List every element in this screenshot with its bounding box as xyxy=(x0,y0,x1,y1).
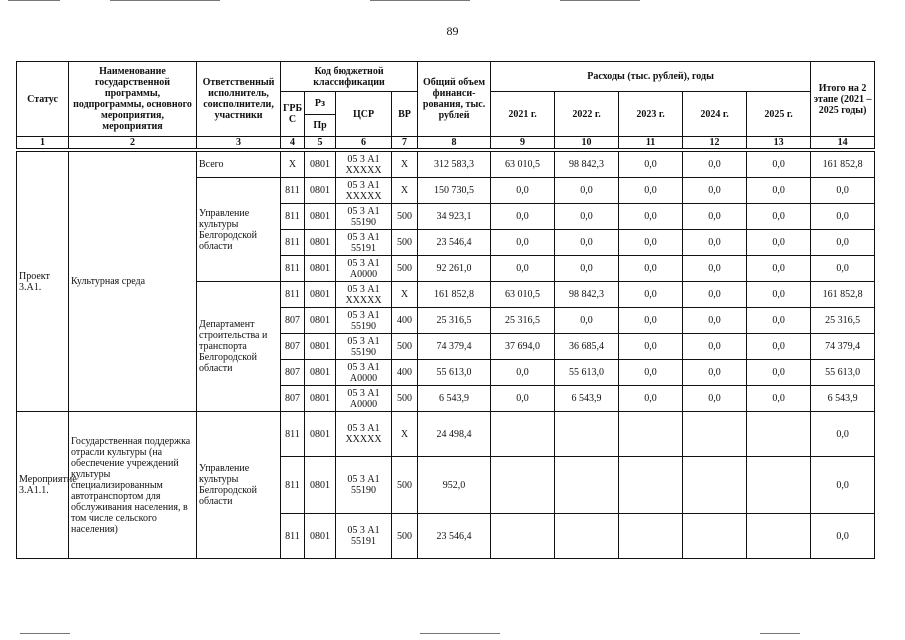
col-number: 1 xyxy=(17,137,69,149)
table-cell: 0801 xyxy=(305,204,336,230)
table-cell xyxy=(619,457,683,514)
scan-edge-line xyxy=(8,0,60,1)
table-cell: 0801 xyxy=(305,514,336,559)
table-cell: 0,0 xyxy=(747,282,811,308)
table-cell: 0,0 xyxy=(747,230,811,256)
table-cell: Х xyxy=(392,412,418,457)
table-cell: 0,0 xyxy=(683,360,747,386)
table-cell: 6 543,9 xyxy=(555,386,619,412)
col-number: 9 xyxy=(491,137,555,149)
table-cell: 0,0 xyxy=(619,386,683,412)
table-cell: 500 xyxy=(392,204,418,230)
scan-edge-line xyxy=(760,633,800,634)
header-2021: 2021 г. xyxy=(491,92,555,137)
table-cell: 400 xyxy=(392,360,418,386)
table-cell: 0,0 xyxy=(683,334,747,360)
table-cell: 0,0 xyxy=(683,152,747,178)
header-total: Общий объем финанси-рования, тыс. рублей xyxy=(418,62,491,137)
name-cell: Культурная среда xyxy=(69,152,197,412)
table-cell: 0801 xyxy=(305,178,336,204)
table-cell: 55 613,0 xyxy=(555,360,619,386)
table-cell: 05 3 А1 А0000 xyxy=(336,256,392,282)
scan-edge-line xyxy=(370,0,470,1)
table-cell xyxy=(491,412,555,457)
table-cell: 807 xyxy=(281,308,305,334)
table-cell: Х xyxy=(392,282,418,308)
table-cell: 312 583,3 xyxy=(418,152,491,178)
table-cell xyxy=(747,412,811,457)
table-cell: 0801 xyxy=(305,334,336,360)
table-cell: 500 xyxy=(392,230,418,256)
col-number: 7 xyxy=(392,137,418,149)
col-number: 8 xyxy=(418,137,491,149)
table-cell: 63 010,5 xyxy=(491,152,555,178)
table-cell: 0,0 xyxy=(811,514,875,559)
table-cell xyxy=(555,514,619,559)
table-cell: 05 3 А1 55190 xyxy=(336,457,392,514)
table-cell: 25 316,5 xyxy=(811,308,875,334)
table-cell: 0,0 xyxy=(683,204,747,230)
table-cell xyxy=(619,412,683,457)
page-number: 89 xyxy=(446,24,459,38)
table-cell: 0,0 xyxy=(619,256,683,282)
responsible-cell: Департамент строительства и транспорта Белгородской области xyxy=(197,282,281,412)
table-cell: 74 379,4 xyxy=(811,334,875,360)
header-expenses: Расходы (тыс. рублей), годы xyxy=(491,62,811,92)
table-cell: 500 xyxy=(392,514,418,559)
status-cell: Проект 3.А1. xyxy=(17,152,69,412)
table-cell: 0,0 xyxy=(619,282,683,308)
table-cell: 500 xyxy=(392,256,418,282)
table-cell xyxy=(491,514,555,559)
header-status: Статус xyxy=(17,62,69,137)
col-number: 14 xyxy=(811,137,875,149)
col-number: 13 xyxy=(747,137,811,149)
table-cell: 0801 xyxy=(305,386,336,412)
col-number: 5 xyxy=(305,137,336,149)
table-cell: 0,0 xyxy=(619,230,683,256)
table-cell: 0,0 xyxy=(747,178,811,204)
table-cell: 811 xyxy=(281,457,305,514)
table-cell: 0,0 xyxy=(619,178,683,204)
table-cell: 34 923,1 xyxy=(418,204,491,230)
table-cell: 0,0 xyxy=(683,230,747,256)
status-cell: Мероприятие 3.А1.1. xyxy=(17,412,69,559)
table-cell: 6 543,9 xyxy=(418,386,491,412)
table-cell: 0,0 xyxy=(491,386,555,412)
table-cell: 0,0 xyxy=(683,178,747,204)
col-number: 4 xyxy=(281,137,305,149)
table-cell: 807 xyxy=(281,360,305,386)
header-2025: 2025 г. xyxy=(747,92,811,137)
responsible-cell: Управление культуры Белгородской области xyxy=(197,178,281,282)
table-cell: 0,0 xyxy=(811,230,875,256)
table-cell: 0,0 xyxy=(683,386,747,412)
col-number: 12 xyxy=(683,137,747,149)
table-cell: Х xyxy=(392,178,418,204)
header-2023: 2023 г. xyxy=(619,92,683,137)
table-cell: 0,0 xyxy=(555,256,619,282)
table-cell: 0,0 xyxy=(747,360,811,386)
table-cell: 0,0 xyxy=(491,256,555,282)
table-cell: 05 3 А1 ХХХХХ xyxy=(336,152,392,178)
header-2024: 2024 г. xyxy=(683,92,747,137)
table-row xyxy=(17,412,875,457)
table-cell: 0,0 xyxy=(555,178,619,204)
table-cell: 811 xyxy=(281,230,305,256)
table-cell: 150 730,5 xyxy=(418,178,491,204)
header-2022: 2022 г. xyxy=(555,92,619,137)
header-rz: Рз xyxy=(305,92,336,115)
table-cell: 05 3 А1 55190 xyxy=(336,334,392,360)
table-cell: 05 3 А1 ХХХХХ xyxy=(336,178,392,204)
table-cell: 0801 xyxy=(305,256,336,282)
table-cell: 24 498,4 xyxy=(418,412,491,457)
responsible-cell: Управление культуры Белгородской области xyxy=(197,412,281,559)
table-row xyxy=(17,152,875,178)
table-cell: 0,0 xyxy=(747,256,811,282)
table-cell: 811 xyxy=(281,256,305,282)
table-cell: 05 3 А1 55191 xyxy=(336,514,392,559)
table-cell xyxy=(555,412,619,457)
table-cell: 05 3 А1 ХХХХХ xyxy=(336,412,392,457)
table-cell: 0,0 xyxy=(747,386,811,412)
table-cell: 0,0 xyxy=(811,204,875,230)
table-cell: 0801 xyxy=(305,152,336,178)
table-cell xyxy=(683,514,747,559)
table-cell: 25 316,5 xyxy=(418,308,491,334)
table-cell: 0801 xyxy=(305,412,336,457)
table-cell: 98 842,3 xyxy=(555,282,619,308)
table-cell: 0,0 xyxy=(683,282,747,308)
table-cell: 811 xyxy=(281,204,305,230)
table-cell: 0,0 xyxy=(491,178,555,204)
table-cell: 0,0 xyxy=(747,308,811,334)
table-cell: 0,0 xyxy=(555,230,619,256)
column-numbers-row xyxy=(17,137,875,149)
col-number: 10 xyxy=(555,137,619,149)
table-cell xyxy=(555,457,619,514)
table-cell: 0,0 xyxy=(683,256,747,282)
table-cell: 23 546,4 xyxy=(418,514,491,559)
table-cell: 05 3 А1 А0000 xyxy=(336,360,392,386)
table-cell: 0,0 xyxy=(491,360,555,386)
table-cell xyxy=(683,457,747,514)
table-cell: 0,0 xyxy=(619,204,683,230)
header-responsible: Ответственный исполнитель, соисполнители, участники xyxy=(197,62,281,137)
table-cell: 23 546,4 xyxy=(418,230,491,256)
scan-edge-line xyxy=(560,0,640,1)
table-cell: 400 xyxy=(392,308,418,334)
table-cell: 500 xyxy=(392,457,418,514)
table-cell: 161 852,8 xyxy=(811,152,875,178)
table-cell: 0801 xyxy=(305,282,336,308)
table-cell: 05 3 А1 А0000 xyxy=(336,386,392,412)
table-cell: 500 xyxy=(392,386,418,412)
responsible-cell: Всего xyxy=(197,152,281,178)
table-cell: 0,0 xyxy=(811,256,875,282)
table-cell: 0,0 xyxy=(619,360,683,386)
table-cell: 0801 xyxy=(305,360,336,386)
table-cell xyxy=(619,514,683,559)
table-cell: 811 xyxy=(281,282,305,308)
table-cell xyxy=(683,412,747,457)
table-cell: 05 3 А1 ХХХХХ xyxy=(336,282,392,308)
table-cell: 0,0 xyxy=(811,457,875,514)
header-budget-code: Код бюджетной классификации xyxy=(281,62,418,92)
table-cell: 05 3 А1 55191 xyxy=(336,230,392,256)
table-cell: 161 852,8 xyxy=(811,282,875,308)
table-cell: 0,0 xyxy=(811,178,875,204)
table-cell: 0,0 xyxy=(619,308,683,334)
table-cell: 811 xyxy=(281,178,305,204)
table-cell: 807 xyxy=(281,386,305,412)
table-cell: 6 543,9 xyxy=(811,386,875,412)
header-name: Наименование государственной программы, подпрограммы, основного мероприятия, мероприятия xyxy=(69,62,197,137)
table-cell: 0,0 xyxy=(683,308,747,334)
header-itogo: Итого на 2 этапе (2021 – 2025 годы) xyxy=(811,62,875,137)
table-cell: 161 852,8 xyxy=(418,282,491,308)
project-section xyxy=(17,152,875,412)
table-cell xyxy=(747,457,811,514)
scan-edge-line xyxy=(20,633,70,634)
table-cell: 952,0 xyxy=(418,457,491,514)
table-cell xyxy=(747,514,811,559)
table-cell: 0801 xyxy=(305,308,336,334)
table-cell: 0,0 xyxy=(555,204,619,230)
col-number: 6 xyxy=(336,137,392,149)
table-cell: 37 694,0 xyxy=(491,334,555,360)
table-cell: 36 685,4 xyxy=(555,334,619,360)
table-cell: 0,0 xyxy=(747,152,811,178)
table-cell: 05 3 А1 55190 xyxy=(336,204,392,230)
table-cell: 74 379,4 xyxy=(418,334,491,360)
header-grbs: ГРБ С xyxy=(281,92,305,137)
table-cell: 0,0 xyxy=(491,230,555,256)
table-cell: 0,0 xyxy=(747,334,811,360)
col-number: 3 xyxy=(197,137,281,149)
scan-edge-line xyxy=(110,0,220,1)
header-pr: Пр xyxy=(305,115,336,137)
measure-section xyxy=(17,412,875,559)
table-cell: 807 xyxy=(281,334,305,360)
col-number: 2 xyxy=(69,137,197,149)
table-cell: 63 010,5 xyxy=(491,282,555,308)
table-cell: 0801 xyxy=(305,457,336,514)
header-csr: ЦСР xyxy=(336,92,392,137)
scan-edge-line xyxy=(420,633,500,634)
table-cell: 500 xyxy=(392,334,418,360)
table-cell: 0,0 xyxy=(491,204,555,230)
table-cell xyxy=(491,457,555,514)
table-cell: 811 xyxy=(281,412,305,457)
table-cell: 0,0 xyxy=(811,412,875,457)
table-cell: Х xyxy=(392,152,418,178)
table-cell: 98 842,3 xyxy=(555,152,619,178)
table-cell: 05 3 А1 55190 xyxy=(336,308,392,334)
header-vr: ВР xyxy=(392,92,418,137)
table-cell: 25 316,5 xyxy=(491,308,555,334)
table-cell: 0,0 xyxy=(619,152,683,178)
table-cell: 0,0 xyxy=(747,204,811,230)
table-cell: 55 613,0 xyxy=(811,360,875,386)
table-cell: 0,0 xyxy=(619,334,683,360)
table-cell: 55 613,0 xyxy=(418,360,491,386)
table-cell: 0,0 xyxy=(555,308,619,334)
table-cell: 92 261,0 xyxy=(418,256,491,282)
budget-table xyxy=(16,61,875,559)
table-cell: 0801 xyxy=(305,230,336,256)
name-cell: Государственная поддержка отрасли культуры (на обеспечение учреждений культуры специализированным автотранспортом для обслуживания населения, в том числе сельского населения) xyxy=(69,412,197,559)
table-cell: 811 xyxy=(281,514,305,559)
table-cell: Х xyxy=(281,152,305,178)
col-number: 11 xyxy=(619,137,683,149)
